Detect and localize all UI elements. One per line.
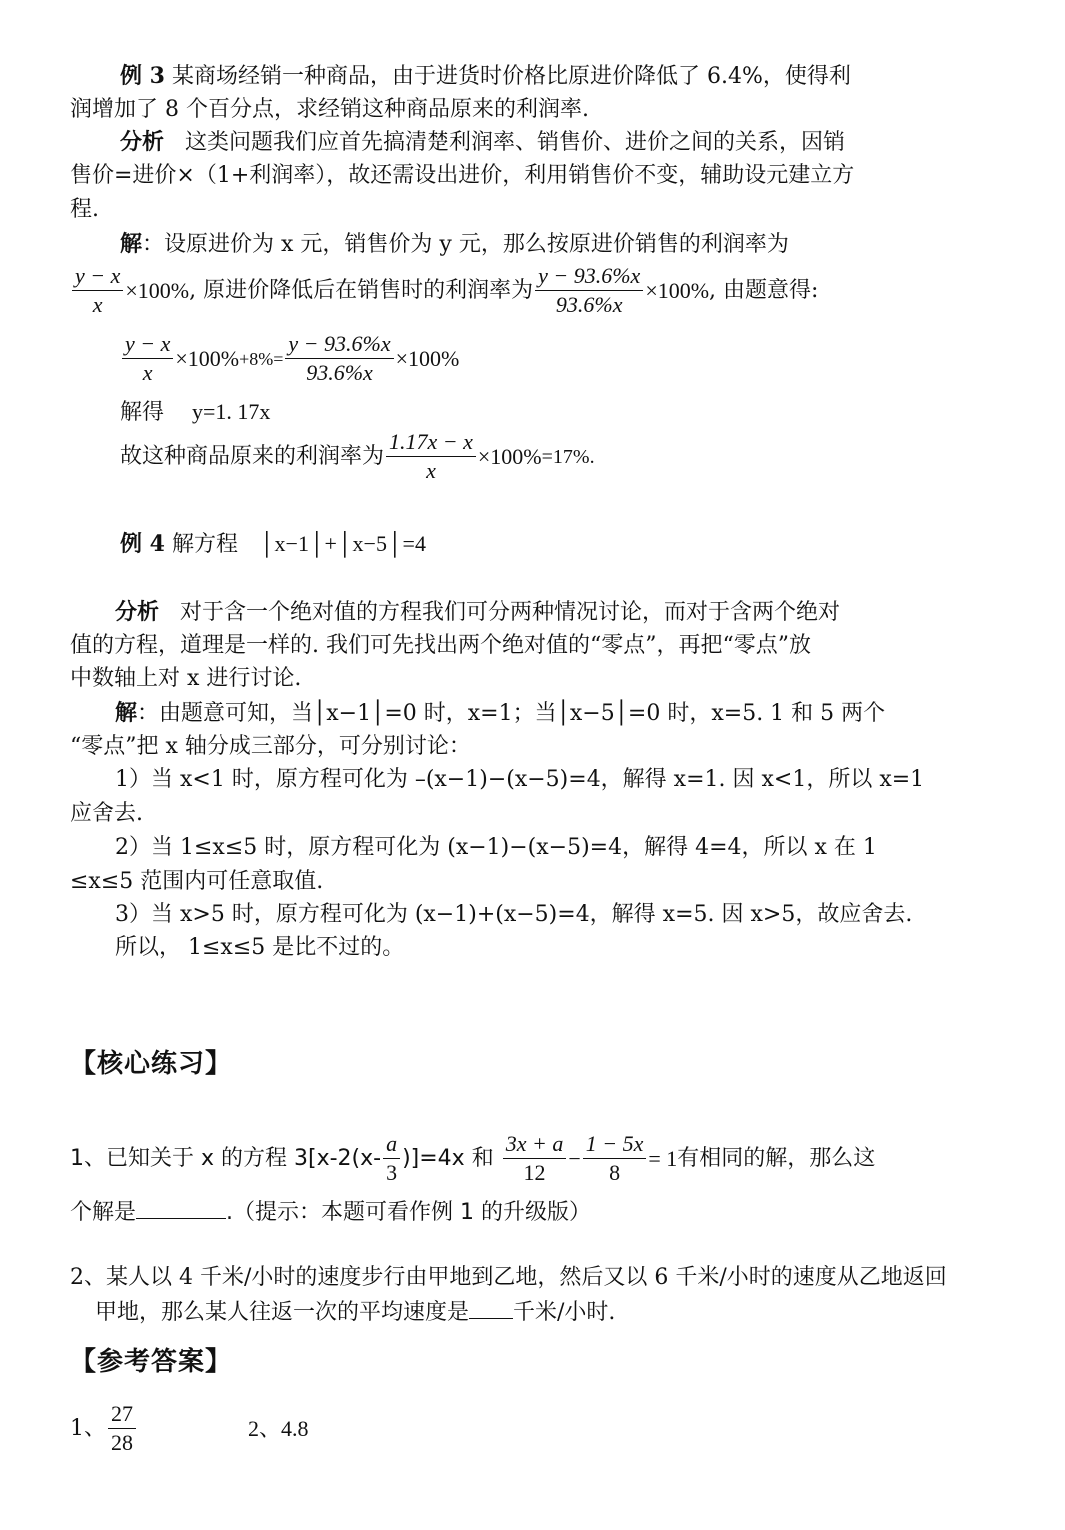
example4-case2-line2: ≤x≤5 范围内可任意取值. (70, 869, 324, 894)
example4-solution-line1: 解：由题意可知，当│x−1│=0 时，x=1；当│x−5│=0 时，x=5. 1 和 5 两个 (115, 700, 886, 726)
example4-solution-line2: “零点”把 x 轴分成三部分，可分别讨论： (70, 734, 471, 759)
practice-heading: 【核心练习】 (70, 1049, 233, 1079)
example4-case1-line1: 1）当 x<1 时，原方程可化为 –(x−1)−(x−5)=4，解得 x=1. 因 x<1，所以 x=1 (115, 767, 925, 792)
answer1-fraction: $\frac{27}{28}$ (108, 1400, 136, 1457)
example3-line2: 润增加了 8 个百分点，求经销这种商品原来的利润率. (70, 97, 589, 122)
answers-line: 1、 $\frac{27}{28}$ 2、4.8 (70, 1401, 309, 1455)
fraction-profit-original: $\frac{y - x}{x}$ (72, 262, 123, 319)
example3-conclusion: 故这种商品原来的利润率为 $\frac{1.17x - x}{x}$ ×100% =17%. (120, 429, 595, 483)
example3-solved-line: 解得 y=1. 17x (120, 399, 271, 425)
example4-final: 所以， 1≤x≤5 是比不过的。 (115, 935, 405, 960)
example4-analysis-line1: 分析 对于含一个绝对值的方程我们可分两种情况讨论，而对于含两个绝对 (115, 599, 841, 625)
answer-blank (136, 1196, 226, 1219)
practice-q2-line2: 甲地，那么某人往返一次的平均速度是 千米/小时. (95, 1296, 615, 1329)
fraction-a-over-3: $\frac{a}{3}$ (383, 1130, 400, 1187)
example3-analysis-line1 (120, 126, 845, 159)
fraction-original-rate: $\frac{1.17x - x}{x}$ (386, 428, 476, 485)
example3-analysis-line2: 售价=进价×（1+利润率），故还需设出进价，利用销售价不变，辅助设元建立方 (70, 163, 855, 188)
answer-blank (469, 1296, 513, 1319)
example3-equation: $\frac{y - x}{x}$ ×100% +8%= $\frac{y - 93.6\%x}{93.6\%x}$ ×100% (120, 330, 459, 387)
example4-title: 例 4 解方程 │x−1│+│x−5│=4 (120, 531, 426, 557)
practice-q1-line1: 1、已知关于 x 的方程 3[x-2(x- $\frac{a}{3}$ )]=4x 和 $\frac{3x + a}{12}$ − $\frac{1 - 5x}{8}$ = 1 有相同的解，那么这 (70, 1131, 876, 1185)
example3-text1: 某商场经销一种商品，由于进货时价格比原进价降低了 6.4%，使得利 (171, 64, 851, 89)
example4-case2-line1: 2）当 1≤x≤5 时，原方程可化为 (x−1)−(x−5)=4，解得 4=4，所以 x 在 1 (115, 835, 877, 860)
solution-text: ：设原进价为 x 元，销售价为 y 元，那么按原进价销售的利润率为 (142, 232, 789, 257)
fraction-profit-reduced: $\frac{y - 93.6\%x}{93.6\%x}$ (535, 262, 643, 319)
analysis-label: 分析 (120, 129, 165, 155)
solution-label: 解 (120, 231, 143, 257)
example3-solution-line1 (120, 228, 789, 261)
example4-case1-line2: 应舍去. (70, 801, 143, 826)
example4-case3: 3）当 x>5 时，原方程可化为 (x−1)+(x−5)=4，解得 x=5. 因 x>5，故应舍去. (115, 902, 913, 927)
practice-q1-line2: 个解是 .（提示：本题可看作例 1 的升级版） (70, 1196, 591, 1229)
example3-formula-line: $\frac{y - x}{x}$ ×100% , 原进价降低后在销售时的利润率为 $\frac{y - 93.6\%x}{93.6\%x}$ ×100% , 由题意得: (70, 262, 818, 319)
example3-label: 例 3 (120, 63, 165, 89)
fraction-3x-plus-a: $\frac{3x + a}{12}$ (503, 1130, 567, 1187)
example4-analysis-line2: 值的方程，道理是一样的. 我们可先找出两个绝对值的“零点”，再把“零点”放 (70, 633, 811, 658)
example3-line1 (120, 60, 851, 93)
answers-heading: 【参考答案】 (70, 1347, 233, 1377)
analysis-text: 这类问题我们应首先搞清楚利润率、销售价、进价之间的关系，因销 (185, 130, 846, 155)
example3-analysis-line3: 程. (70, 197, 99, 222)
practice-q2-line1: 2、某人以 4 千米/小时的速度步行由甲地到乙地，然后又以 6 千米/小时的速度从乙地返回 (70, 1265, 947, 1290)
fraction-1-minus-5x: $\frac{1 - 5x}{8}$ (583, 1130, 647, 1187)
answer2: 2、4.8 (248, 1415, 309, 1441)
example4-analysis-line3: 中数轴上对 x 进行讨论. (70, 666, 302, 691)
